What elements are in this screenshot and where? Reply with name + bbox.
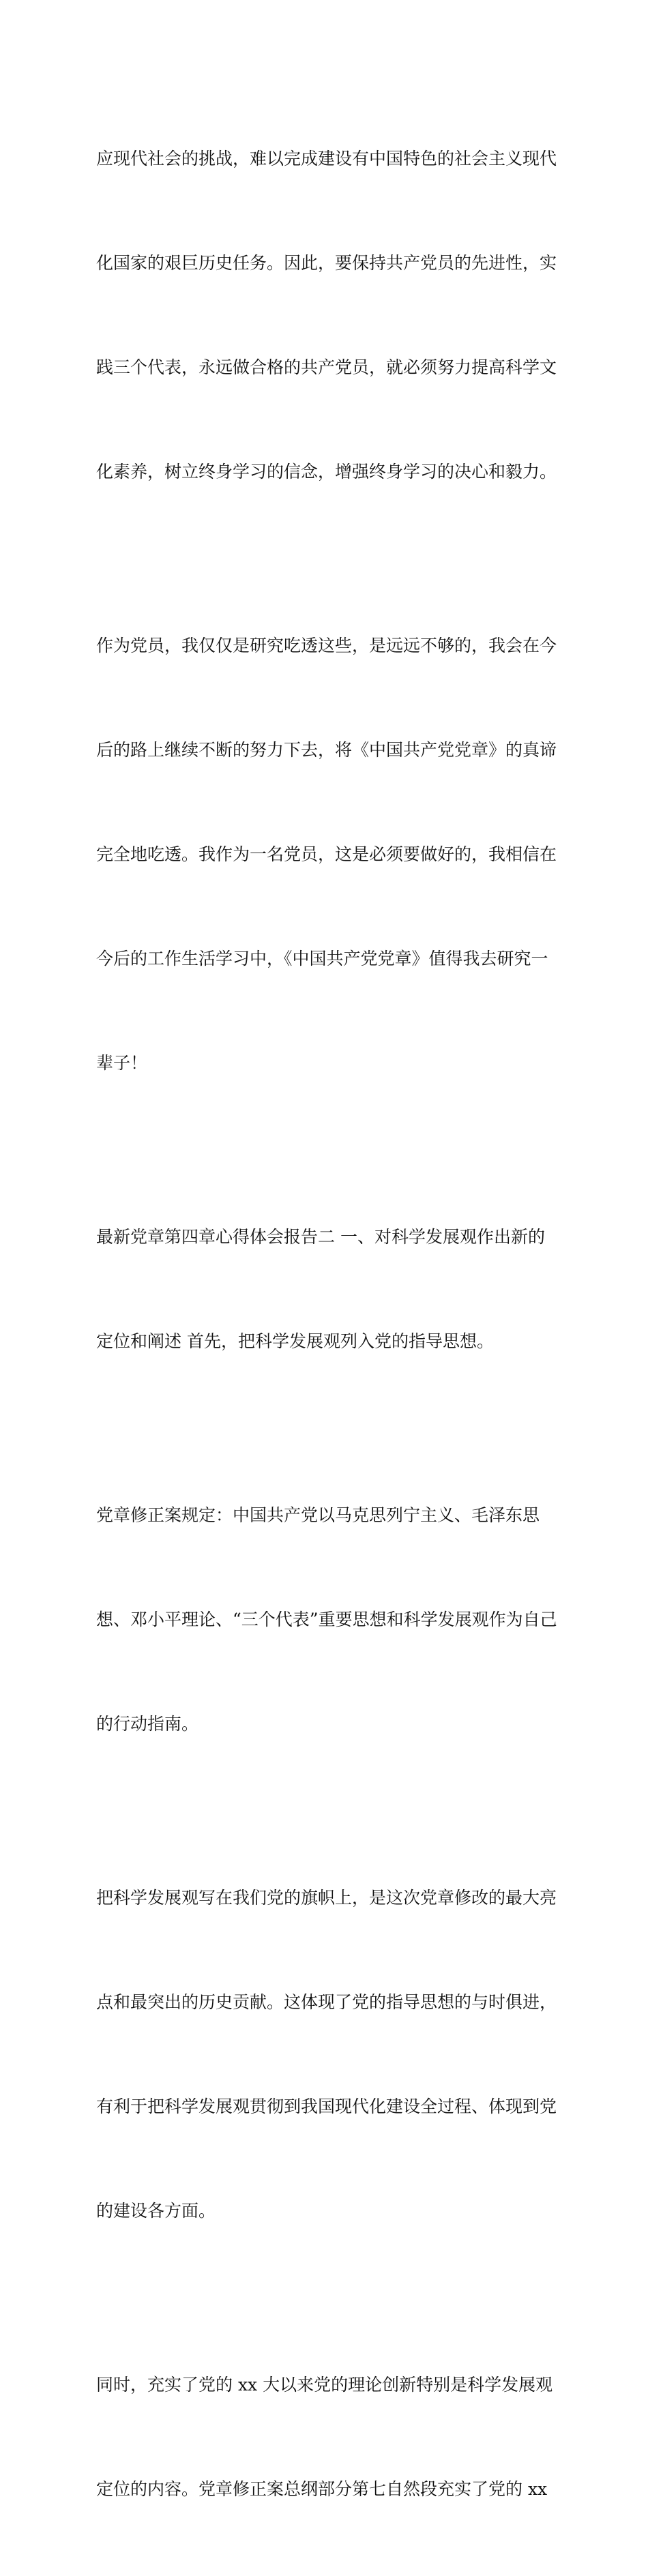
paragraph-3	[96, 1150, 560, 1428]
text-line: 想、邓小平理论、“三个代表”重要思想和科学发展观作为自己	[96, 1610, 557, 1629]
paragraph-1	[96, 72, 560, 559]
text-line: 有利于把科学发展观贯彻到我国现代化建设全过程、体现到党	[96, 2097, 557, 2116]
paragraph-6	[96, 2298, 560, 2576]
text-line: 辈子！	[96, 1053, 148, 1073]
text-line: 的行动指南。	[96, 1714, 199, 1734]
text-line: 后的路上继续不断的努力下去，将《中国共产党党章》的真谛	[96, 740, 557, 760]
text-line: 今后的工作生活学习中，《中国共产党党章》值得我去研究一	[96, 949, 548, 968]
paragraph-2	[96, 559, 560, 1150]
text-line: 把科学发展观写在我们党的旗帜上，是这次党章修改的最大亮	[96, 1888, 557, 1908]
text-line: 应现代社会的挑战，难以完成建设有中国特色的社会主义现代	[96, 149, 557, 168]
text-line: 的建设各方面。	[96, 2201, 216, 2221]
document-body	[96, 72, 560, 2576]
text-line: 同时，充实了党的 xx 大以来党的理论创新特别是科学发展观	[96, 2375, 553, 2395]
text-line: 化素养，树立终身学习的信念，增强终身学习的决心和毅力。	[96, 462, 557, 482]
text-line: 完全地吃透。我作为一名党员，这是必须要做好的，我相信在	[96, 844, 557, 864]
text-line: 党章修正案规定：中国共产党以马克思列宁主义、毛泽东思	[96, 1505, 540, 1525]
text-line: 最新党章第四章心得体会报告二 一、对科学发展观作出新的	[96, 1227, 545, 1247]
text-line: 作为党员，我仅仅是研究吃透这些，是远远不够的，我会在今	[96, 636, 557, 655]
paragraph-4	[96, 1428, 560, 1811]
text-line: 践三个代表，永远做合格的共产党员，就必须努力提高科学文	[96, 357, 557, 377]
text-line: 定位和阐述 首先，把科学发展观列入党的指导思想。	[96, 1331, 494, 1351]
text-line: 定位的内容。党章修正案总纲部分第七自然段充实了党的 xx	[96, 2479, 548, 2499]
text-line: 化国家的艰巨历史任务。因此，要保持共产党员的先进性，实	[96, 253, 557, 273]
text-line: 点和最突出的历史贡献。这体现了党的指导思想的与时俱进，	[96, 1992, 557, 2012]
paragraph-5	[96, 1811, 560, 2298]
